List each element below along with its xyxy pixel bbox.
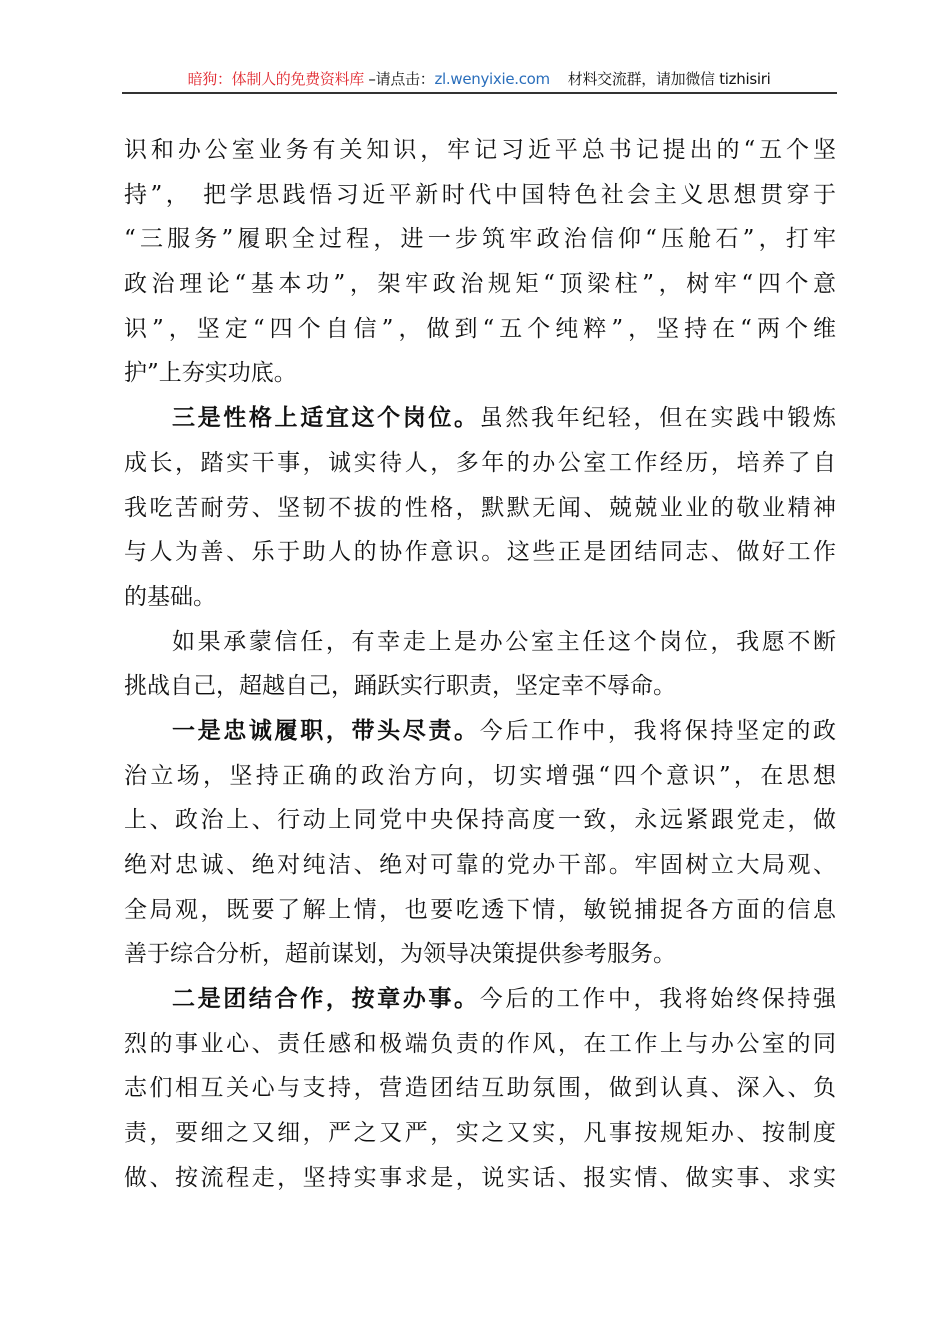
line-text: “三服务”履职全过程，进一步筑牢政治信仰“压舱石”，打牢 — [124, 226, 836, 253]
line-text: 做、按流程走，坚持实事求是，说实话、报实情、做实事、求实 — [124, 1164, 836, 1191]
paragraph-lead: 一是忠诚履职，带头尽责。 — [172, 716, 480, 744]
line-text: 识”，坚定“四个自信”，做到“五个纯粹”，坚持在“两个维 — [124, 315, 836, 342]
line-text: 今后的工作中，我将始终保持强 — [479, 986, 836, 1013]
line-text: 我吃苦耐劳、坚韧不拔的性格，默默无闻、兢兢业业的敬业精神 — [124, 494, 836, 521]
text-line — [124, 888, 836, 933]
paragraph — [124, 709, 836, 977]
line-text: 政治理论“基本功”，架牢政治规矩“顶梁柱”，树牢“四个意 — [124, 271, 836, 298]
text-line — [124, 441, 836, 486]
header-brand: 暗狗：体制人的免费资料库 — [187, 70, 364, 88]
line-text: 虽然我年纪轻，但在实践中锻炼 — [479, 405, 836, 432]
text-line — [124, 1066, 836, 1111]
line-text: 与人为善、乐于助人的协作意识。这些正是团结同志、做好工作 — [124, 539, 836, 566]
line-text: 责，要细之又细，严之又严，实之又实，凡事按规矩办、按制度 — [124, 1120, 836, 1147]
text-line — [124, 664, 836, 709]
paragraph — [124, 977, 836, 1200]
header-prompt: –请点击： — [363, 70, 435, 88]
text-line — [124, 1156, 836, 1201]
text-line — [124, 396, 836, 441]
text-line — [124, 1022, 836, 1067]
text-line — [124, 754, 836, 799]
text-line — [124, 262, 836, 307]
text-line — [124, 128, 836, 173]
text-line — [124, 217, 836, 262]
text-line — [124, 932, 836, 977]
text-line — [124, 977, 836, 1022]
line-text: 善于综合分析，超前谋划，为领导决策提供参考服务。 — [124, 941, 676, 968]
text-line — [124, 173, 836, 218]
page-header — [122, 68, 836, 92]
header-contact: 材料交流群，请加微信 tizhisiri — [549, 70, 771, 88]
paragraph — [124, 620, 836, 709]
line-text: 全局观，既要了解上情，也要吃透下情，敏锐捕捉各方面的信息 — [124, 896, 836, 923]
line-text: 护”上夯实功底。 — [124, 360, 297, 387]
text-line — [124, 709, 836, 754]
text-line — [124, 307, 836, 352]
line-text: 今后工作中，我将保持坚定的政 — [479, 717, 836, 744]
line-text: 治立场，坚持正确的政治方向，切实增强“四个意识”，在思想 — [124, 762, 836, 789]
line-text: 持”， 把学思践悟习近平新时代中国特色社会主义思想贯穿于 — [124, 181, 836, 208]
paragraph — [124, 396, 836, 619]
line-text: 志们相互关心与支持，营造团结互助氛围，做到认真、深入、负 — [124, 1075, 836, 1102]
text-line — [124, 798, 836, 843]
header-divider — [122, 92, 837, 94]
line-text: 识和办公室业务有关知识，牢记习近平总书记提出的“五个坚 — [124, 137, 836, 163]
text-line — [124, 620, 836, 665]
document-body — [124, 128, 836, 1201]
paragraph-lead: 二是团结合作，按章办事。 — [172, 985, 480, 1013]
text-line — [124, 1111, 836, 1156]
line-text: 绝对忠诚、绝对纯洁、绝对可靠的党办干部。牢固树立大局观、 — [124, 852, 836, 878]
line-text: 挑战自己，超越自己，踊跃实行职责，坚定幸不辱命。 — [124, 673, 676, 700]
header-link[interactable]: zl.wenyixie.com — [434, 70, 550, 88]
line-text: 如果承蒙信任，有幸走上是办公室主任这个岗位，我愿不断 — [172, 628, 836, 655]
line-text: 的基础。 — [124, 583, 216, 610]
paragraph — [124, 128, 836, 396]
text-line — [124, 530, 836, 575]
text-line — [124, 843, 836, 888]
line-text: 烈的事业心、责任感和极端负责的作风，在工作上与办公室的同 — [124, 1030, 836, 1057]
line-text: 上、政治上、行动上同党中央保持高度一致，永远紧跟党走，做 — [124, 807, 836, 834]
text-line — [124, 486, 836, 531]
line-text: 成长，踏实干事，诚实待人，多年的办公室工作经历，培养了自 — [124, 449, 836, 476]
paragraph-lead: 三是性格上适宜这个岗位。 — [172, 404, 480, 432]
text-line — [124, 575, 836, 620]
text-line — [124, 351, 836, 396]
